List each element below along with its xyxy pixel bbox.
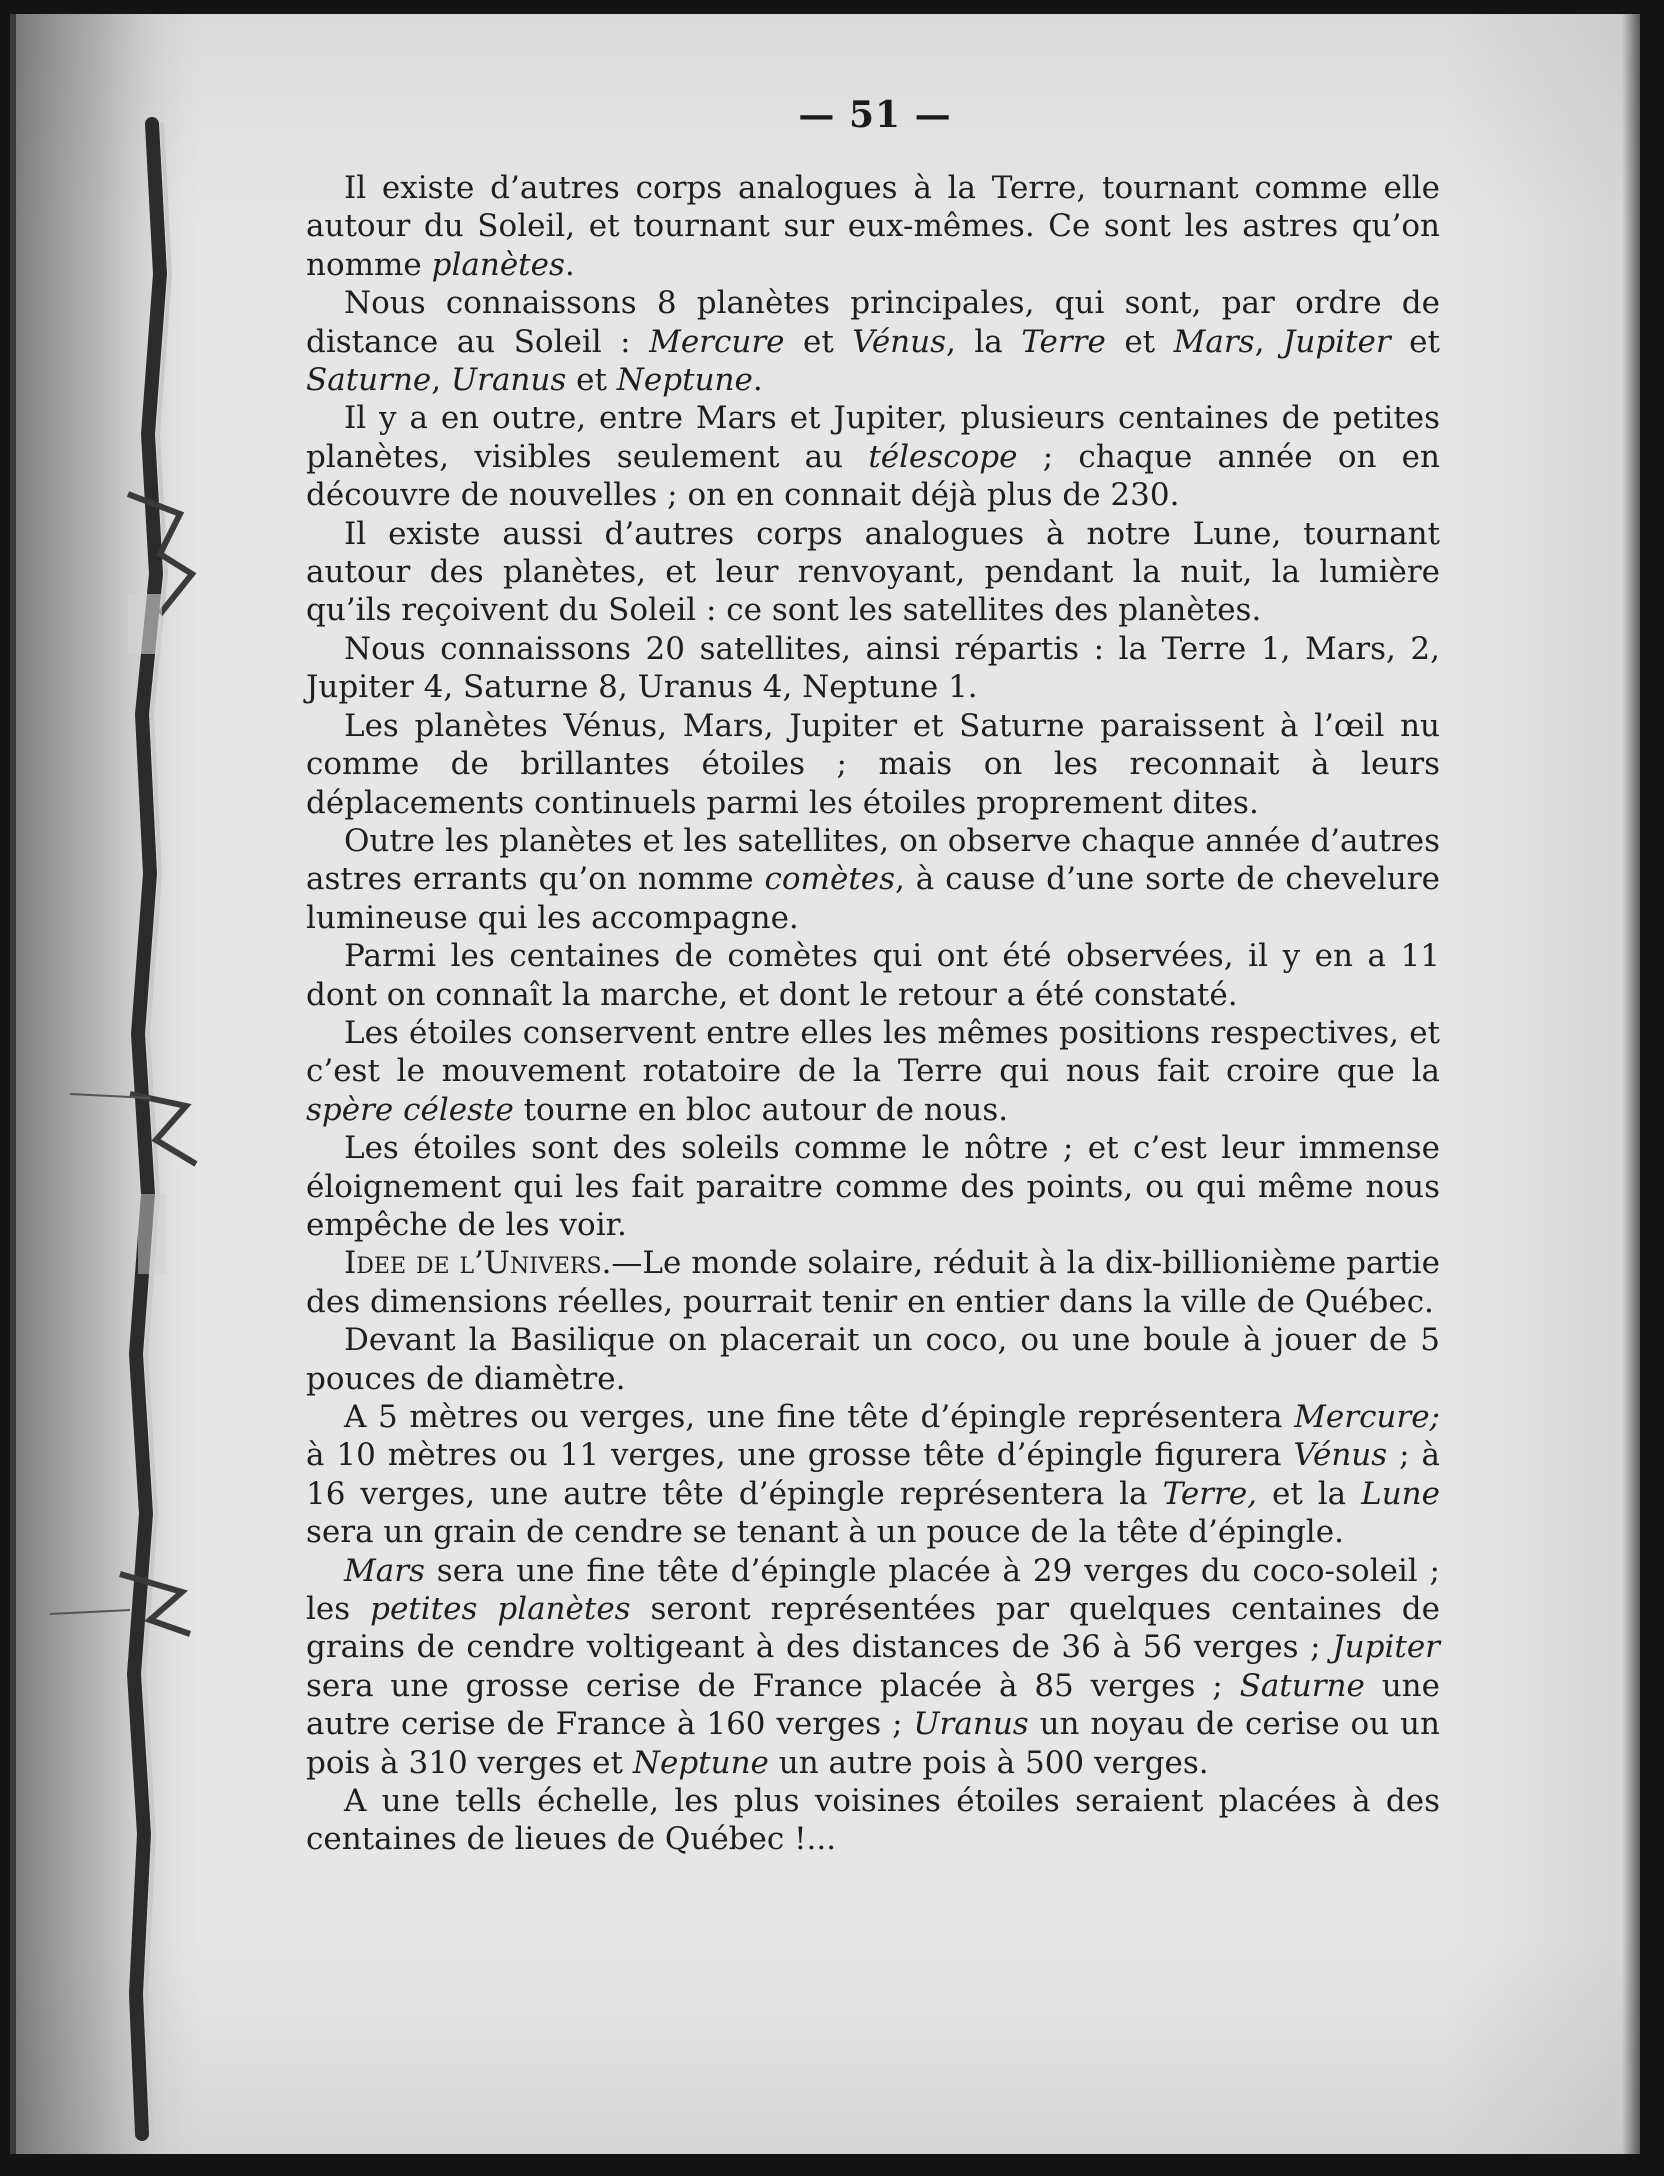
paragraph: Il existe aussi d’autres corps analogues à notre Lune, tournant autour des planètes, et leur renvoyant, pendant la nuit, la lumière qu’ils reçoivent du Soleil : ce sont les satellites des planètes.	[306, 515, 1440, 629]
paragraph: Outre les planètes et les satellites, on observe chaque année d’autres astres errants qu’on nomme comètes, à cause d’une sorte de chevelure lumineuse qui les accompagne.	[306, 822, 1440, 936]
paragraph: Nous connaissons 8 planètes principales, qui sont, par ordre de distance au Soleil : Mercure et Vénus, la Terre et Mars, Jupiter et Saturne, Uranus et Neptune.	[306, 285, 1440, 399]
body-text	[306, 169, 1440, 1859]
paragraph: Devant la Basilique on placerait un coco, ou une boule à jouer de 5 pouces de diamètre.	[306, 1322, 1440, 1397]
paragraph: Mars sera une fine tête d’épingle placée à 29 verges du coco-soleil ; les petites planètes seront représentées par quelques centaines de grains de cendre voltigeant à des distances de 36 à 56 verges ; Jupiter sera une grosse cerise de France placée à 85 verges ; Saturne une autre cerise de France à 160 verges ; Uranus un noyau de cerise ou un pois à 310 verges et Neptune un autre pois à 500 verges.	[306, 1552, 1440, 1781]
book-page	[10, 14, 1640, 2154]
paragraph: Il existe d’autres corps analogues à la Terre, tournant comme elle autour du Soleil, et tournant sur eux-mêmes. Ce sont les astres qu’on nomme planètes.	[306, 170, 1440, 283]
section-heading: Idee de l’Univers.	[344, 1245, 612, 1282]
paragraph: Les étoiles sont des soleils comme le nôtre ; et c’est leur immense éloignement qui les fait paraitre comme des points, ou qui même nous empêche de les voir.	[306, 1130, 1440, 1243]
paragraph: Nous connaissons 20 satellites, ainsi répartis : la Terre 1, Mars, 2, Jupiter 4, Saturne 8, Uranus 4, Neptune 1.	[306, 630, 1440, 706]
paragraph: Les planètes Vénus, Mars, Jupiter et Saturne paraissent à l’œil nu comme de brillantes étoiles ; mais on les reconnait à leurs déplacements continuels parmi les étoiles proprement dites.	[306, 707, 1440, 821]
paragraph: A une tells échelle, les plus voisines étoiles seraient placées à des centaines de lieues de Québec !...	[306, 1783, 1440, 1858]
paragraph: Idee de l’Univers.—Le monde solaire, réduit à la dix-billionième partie des dimensions réelles, pourrait tenir en entier dans la ville de Québec.	[306, 1245, 1440, 1320]
paragraph: Il y a en outre, entre Mars et Jupiter, plusieurs centaines de petites planètes, visibles seulement au télescope ; chaque année on en découvre de nouvelles ; on en connait déjà plus de 230.	[306, 400, 1440, 514]
page-number: — 51 —	[798, 94, 952, 136]
page-right-edge-shadow	[1622, 14, 1640, 2154]
torn-binding-edge	[10, 14, 210, 2154]
paragraph: Les étoiles conservent entre elles les mêmes positions respectives, et c’est le mouvement rotatoire de la Terre qui nous fait croire que la spère céleste tourne en bloc autour de nous.	[306, 1014, 1440, 1128]
paragraph: A 5 mètres ou verges, une fine tête d’épingle représentera Mercure; à 10 mètres ou 11 verges, une grosse tête d’épingle figurera Vénus ; à 16 verges, une autre tête d’épingle représentera la Terre, et la Lune sera un grain de cendre se tenant à un pouce de la tête d’épingle.	[306, 1399, 1440, 1551]
paragraph: Parmi les centaines de comètes qui ont été observées, il y en a 11 dont on connaît la marche, et dont le retour a été constaté.	[306, 938, 1440, 1013]
